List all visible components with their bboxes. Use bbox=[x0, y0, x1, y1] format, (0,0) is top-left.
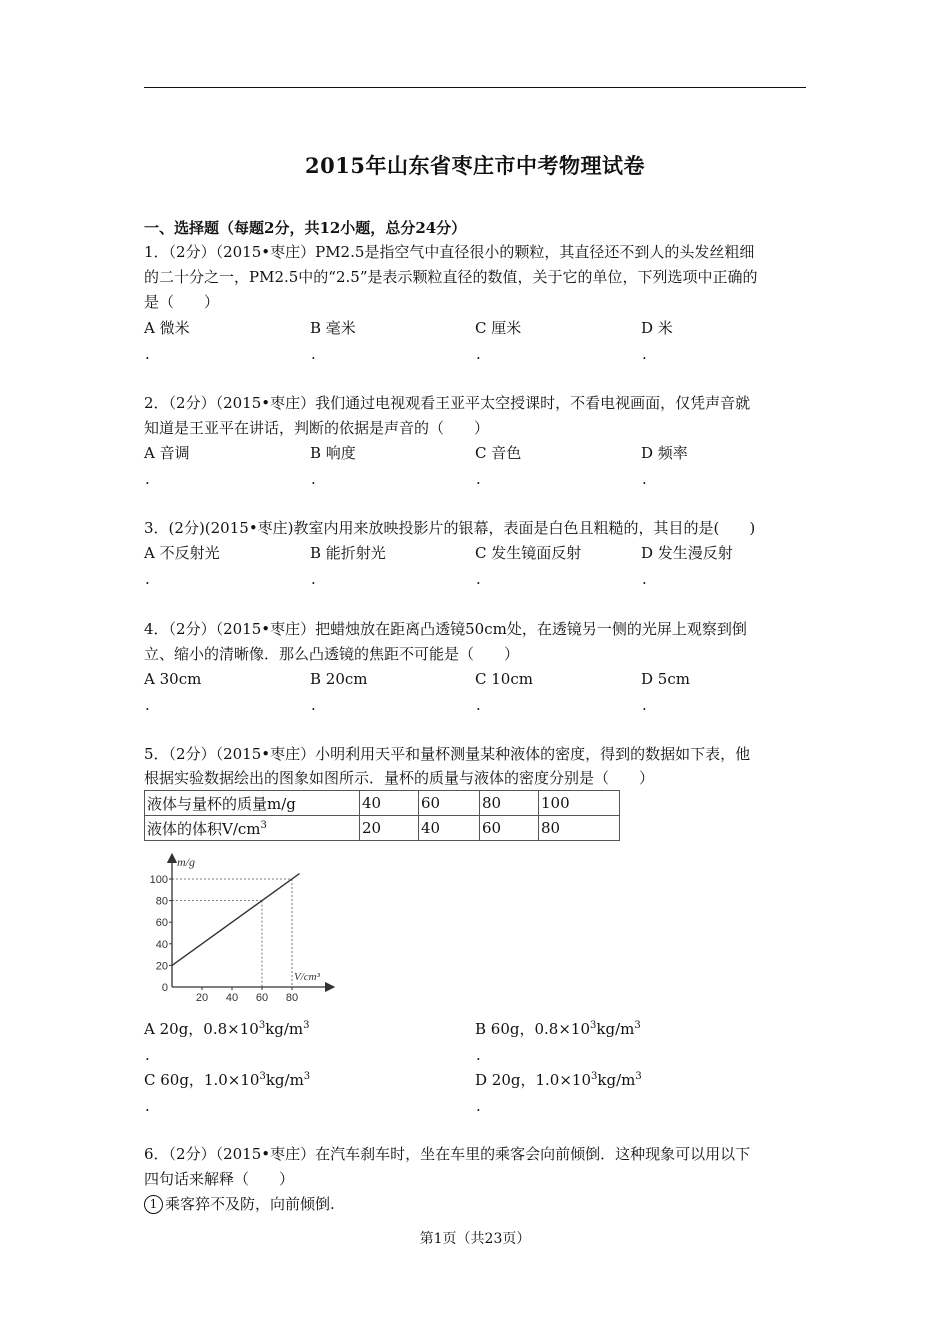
y-axis-label: m/g bbox=[177, 855, 195, 869]
q2-option-b-dot: . bbox=[311, 470, 316, 488]
y-tick-label: 80 bbox=[155, 895, 168, 908]
q5-option-c-exp: 3 bbox=[259, 1071, 266, 1082]
circled-number: 1 bbox=[144, 1195, 163, 1214]
q3-option-a[interactable]: A 不反射光 bbox=[144, 544, 220, 562]
q4-option-d-dot: . bbox=[642, 696, 647, 714]
q5-option-b-dot: . bbox=[476, 1046, 481, 1064]
q4-option-a[interactable]: A 30cm bbox=[144, 670, 202, 688]
x-tick-label: 60 bbox=[255, 992, 269, 1004]
q1-line-2: 的二十分之一，PM2.5中的“2.5”是表示颗粒直径的数值，关于它的单位，下列选项中正确的 bbox=[144, 268, 758, 286]
q4-option-b[interactable]: B 20cm bbox=[310, 670, 368, 688]
q1-option-b[interactable]: B 毫米 bbox=[310, 319, 356, 337]
q3-option-c[interactable]: C 发生镜面反射 bbox=[475, 544, 582, 562]
q6-line-2: 四句话来解释（ ） bbox=[144, 1170, 295, 1188]
page-title: 2015年山东省枣庄市中考物理试卷 bbox=[305, 153, 645, 178]
q2-option-d-dot: . bbox=[642, 470, 647, 488]
x-tick-label: 40 bbox=[225, 992, 239, 1004]
series-line bbox=[172, 874, 300, 966]
y-tick-label: 40 bbox=[155, 938, 168, 951]
q4-line-1: 4．（2分）（2015•枣庄）把蜡烛放在距离凸透镜50cm处，在透镜另一侧的光屏上观察到倒 bbox=[144, 620, 747, 638]
y-tick-label: 20 bbox=[155, 960, 168, 973]
y-tick-labels bbox=[150, 874, 172, 994]
table-cell bbox=[145, 816, 360, 841]
q5-option-a-dot: . bbox=[145, 1046, 150, 1064]
x-tick-labels bbox=[196, 987, 298, 1004]
q5-option-b-unit: kg/m bbox=[596, 1020, 635, 1038]
x-axis-label: V/cm³ bbox=[294, 971, 320, 983]
mass-volume-chart bbox=[144, 850, 344, 1008]
q2-option-a-dot: . bbox=[145, 470, 150, 488]
page-footer: 第1页（共23页） bbox=[419, 1231, 531, 1247]
q5-line-2: 根据实验数据绘出的图象如图所示．量杯的质量与液体的密度分别是（ ） bbox=[144, 769, 655, 787]
q5-option-d-exp: 3 bbox=[591, 1071, 598, 1082]
q5-option-b-exp: 3 bbox=[590, 1020, 597, 1031]
q3-option-b-dot: . bbox=[311, 570, 316, 588]
q2-line-1: 2．（2分）（2015•枣庄）我们通过电视观看王亚平太空授课时，不看电视画面，仅凭声音就 bbox=[144, 394, 751, 412]
q5-option-d-dot: . bbox=[476, 1097, 481, 1115]
q5-option-b[interactable] bbox=[475, 1017, 641, 1042]
q5-line-1: 5．（2分）（2015•枣庄）小明利用天平和量杯测量某种液体的密度，得到的数据如下表，他 bbox=[144, 745, 751, 763]
q5-option-a-exp: 3 bbox=[258, 1020, 266, 1031]
q4-line-2: 立、缩小的清晰像．那么凸透镜的焦距不可能是（ ） bbox=[144, 645, 520, 663]
chart-guides bbox=[172, 879, 292, 987]
q5-option-d-text: D 20g，1.0×10 bbox=[475, 1071, 591, 1089]
q6-line-1: 6．（2分）（2015•枣庄）在汽车刹车时，坐在车里的乘客会向前倾倒．这种现象可以用以下 bbox=[144, 1145, 751, 1163]
y-tick-label: 60 bbox=[155, 917, 168, 930]
q5-option-c-unit: kg/m bbox=[265, 1071, 304, 1089]
q5-data-table bbox=[144, 790, 620, 841]
q5-option-c-dot: . bbox=[145, 1097, 150, 1115]
q4-option-c[interactable]: C 10cm bbox=[475, 670, 533, 688]
q2-option-c-dot: . bbox=[476, 470, 481, 488]
table-cell: 40 bbox=[360, 791, 419, 816]
q2-option-b[interactable]: B 响度 bbox=[310, 444, 356, 462]
q5-option-d[interactable] bbox=[475, 1068, 642, 1093]
q2-line-2: 知道是王亚平在讲话，判断的依据是声音的（ ） bbox=[144, 419, 490, 437]
q1-option-b-dot: . bbox=[311, 345, 316, 363]
q1-option-d-dot: . bbox=[642, 345, 647, 363]
x-tick-label: 20 bbox=[195, 992, 209, 1004]
table-cell: 液体与量杯的质量m/g bbox=[145, 791, 360, 816]
table-cell: 80 bbox=[480, 791, 539, 816]
q5-option-c-unit-exp: 3 bbox=[303, 1071, 311, 1082]
q5-option-b-text: B 60g，0.8×10 bbox=[475, 1020, 590, 1038]
q1-line-3: 是（ ） bbox=[144, 293, 220, 311]
q1-option-a[interactable]: A 微米 bbox=[144, 319, 190, 337]
q1-option-d[interactable]: D 米 bbox=[641, 319, 673, 337]
q3-option-d[interactable]: D 发生漫反射 bbox=[641, 544, 733, 562]
q5-option-d-unit-exp: 3 bbox=[635, 1071, 642, 1082]
q3-line-1: 3．(2分)(2015•枣庄)教室内用来放映投影片的银幕，表面是白色且粗糙的，其目的是( ) bbox=[144, 519, 756, 537]
table-cell: 20 bbox=[360, 816, 419, 841]
q5-option-b-unit-exp: 3 bbox=[634, 1020, 641, 1031]
table-label: 液体的体积V/cm bbox=[147, 819, 261, 838]
q2-option-c[interactable]: C 音色 bbox=[475, 444, 522, 462]
table-row bbox=[145, 791, 620, 816]
table-row bbox=[145, 816, 620, 841]
table-cell: 40 bbox=[419, 816, 480, 841]
q5-option-c[interactable] bbox=[144, 1068, 310, 1093]
q6-item-1-text: 乘客猝不及防，向前倾倒. bbox=[165, 1195, 335, 1213]
q1-option-c-dot: . bbox=[476, 345, 481, 363]
table-cell: 80 bbox=[539, 816, 620, 841]
q1-line-1: 1．（2分）（2015•枣庄）PM2.5是指空气中直径很小的颗粒，其直径还不到人的头发丝粗细 bbox=[144, 243, 755, 261]
table-label-exponent: 3 bbox=[260, 819, 267, 831]
q1-option-a-dot: . bbox=[145, 345, 150, 363]
q3-option-d-dot: . bbox=[642, 570, 647, 588]
chart-series bbox=[172, 874, 300, 966]
q1-option-c[interactable]: C 厘米 bbox=[475, 319, 522, 337]
table-cell: 100 bbox=[539, 791, 620, 816]
q4-option-b-dot: . bbox=[311, 696, 316, 714]
q5-option-d-unit: kg/m bbox=[597, 1071, 636, 1089]
q3-option-a-dot: . bbox=[145, 570, 150, 588]
q3-option-c-dot: . bbox=[476, 570, 481, 588]
header-rule bbox=[144, 87, 806, 88]
q2-option-d[interactable]: D 频率 bbox=[641, 444, 688, 462]
y-tick-label: 0 bbox=[161, 982, 168, 994]
q5-option-a[interactable] bbox=[144, 1017, 310, 1042]
q5-option-c-text: C 60g，1.0×10 bbox=[144, 1071, 260, 1089]
table-cell: 60 bbox=[419, 791, 480, 816]
section-heading: 一、选择题（每题2分，共12小题，总分24分） bbox=[144, 219, 467, 237]
x-tick-label: 80 bbox=[285, 992, 299, 1004]
q4-option-c-dot: . bbox=[476, 696, 481, 714]
q6-item-1 bbox=[144, 1192, 806, 1217]
q5-option-a-unit: kg/m bbox=[265, 1020, 304, 1038]
y-tick-label: 100 bbox=[149, 874, 168, 886]
table-cell: 60 bbox=[480, 816, 539, 841]
q5-option-a-unit-exp: 3 bbox=[303, 1020, 310, 1031]
q4-option-a-dot: . bbox=[145, 696, 150, 714]
q4-option-d[interactable]: D 5cm bbox=[641, 670, 690, 688]
q3-option-b[interactable]: B 能折射光 bbox=[310, 544, 386, 562]
q2-option-a[interactable]: A 音调 bbox=[144, 444, 190, 462]
q5-option-a-text: A 20g，0.8×10 bbox=[144, 1020, 259, 1038]
